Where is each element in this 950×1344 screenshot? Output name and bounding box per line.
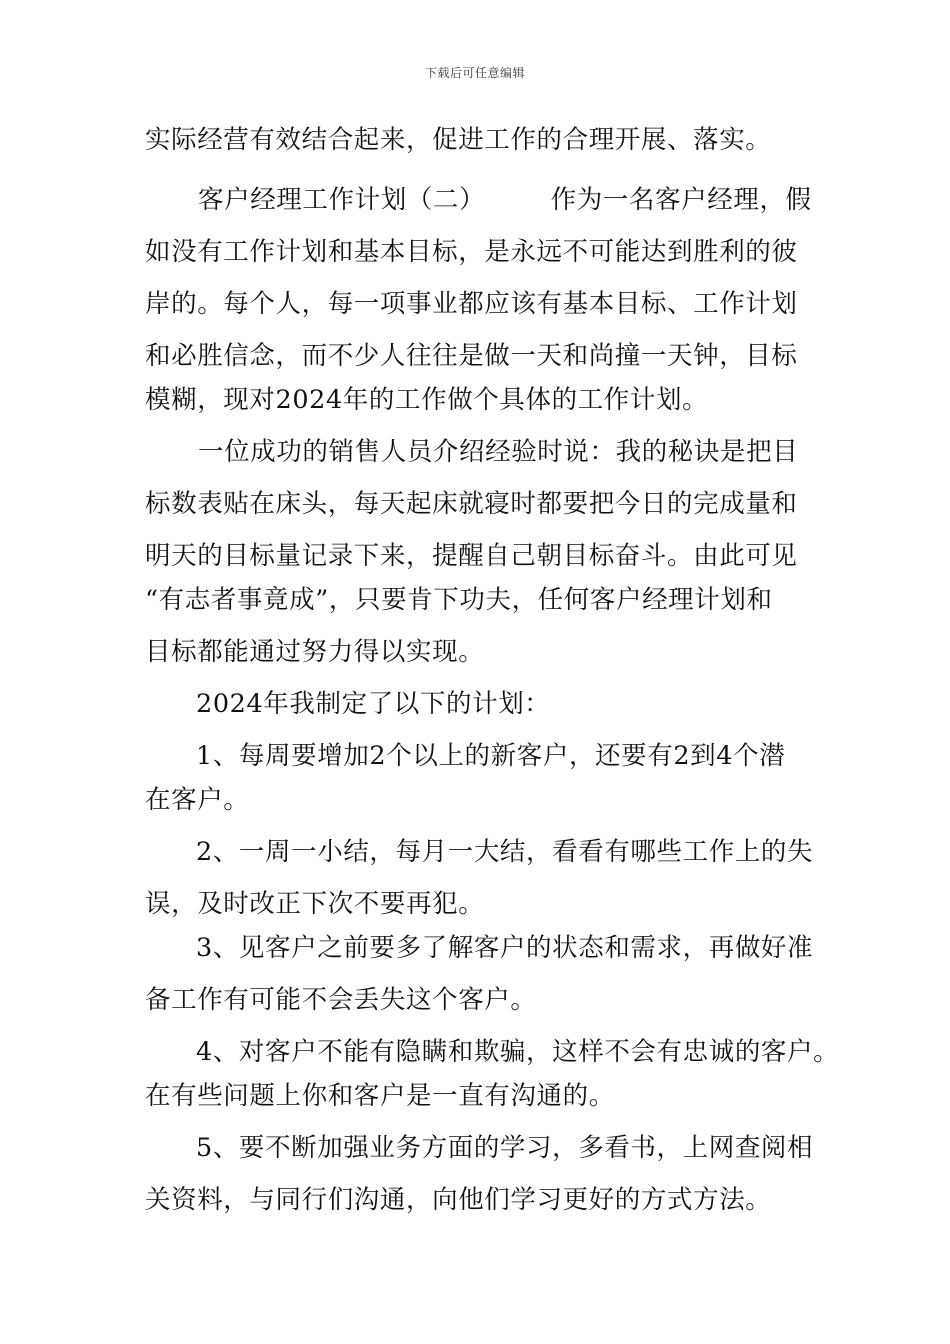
text-line: 4、对客户不能有隐瞒和欺骗，这样不会有忠诚的客户。 xyxy=(196,1037,840,1067)
text-line: 3、见客户之前要多了解客户的状态和需求，再做好准 xyxy=(196,933,814,963)
text-line: 备工作有可能不会丢失这个客户。 xyxy=(145,985,537,1015)
text-line: 2、一周一小结，每月一大结，看看有哪些工作上的失 xyxy=(196,837,814,867)
text-line: 误，及时改正下次不要再犯。 xyxy=(145,889,485,919)
text-line: 在客户。 xyxy=(145,785,250,815)
text-line: 如没有工作计划和基本目标，是永远不可能达到胜利的彼 xyxy=(145,237,798,267)
text-line: 一位成功的销售人员介绍经验时说：我的秘诀是把目 xyxy=(198,437,799,467)
text-line: 5、要不断加强业务方面的学习，多看书，上网查阅相 xyxy=(196,1133,814,1163)
text-line: 在有些问题上你和客户是一直有沟通的。 xyxy=(145,1081,615,1111)
text-line: 目标都能通过努力得以实现。 xyxy=(145,637,485,667)
text-line: “有志者事竟成”，只要肯下功夫，任何客户经理计划和 xyxy=(145,585,773,615)
text-line: 明天的目标量记录下来，提醒自己朝目标奋斗。由此可见 xyxy=(145,541,798,571)
text-line: 2024年我制定了以下的计划： xyxy=(196,689,551,719)
text-line: 关资料，与同行们沟通，向他们学习更好的方式方法。 xyxy=(145,1185,772,1215)
text-line: 和必胜信念，而不少人往往是做一天和尚撞一天钟，目标 xyxy=(145,341,798,371)
text-line: 客户经理工作计划（二） 作为一名客户经理，假 xyxy=(198,185,812,215)
text-line: 实际经营有效结合起来，促进工作的合理开展、落实。 xyxy=(145,125,772,155)
text-line: 岸的。每个人，每一项事业都应该有基本目标、工作计划 xyxy=(145,289,798,319)
text-line: 标数表贴在床头，每天起床就寝时都要把今日的完成量和 xyxy=(145,489,798,519)
text-line: 模糊，现对2024年的工作做个具体的工作计划。 xyxy=(145,385,709,415)
text-line: 1、每周要增加2个以上的新客户，还要有2到4个潜 xyxy=(196,741,786,771)
page-header: 下载后可任意编辑 xyxy=(424,66,525,80)
